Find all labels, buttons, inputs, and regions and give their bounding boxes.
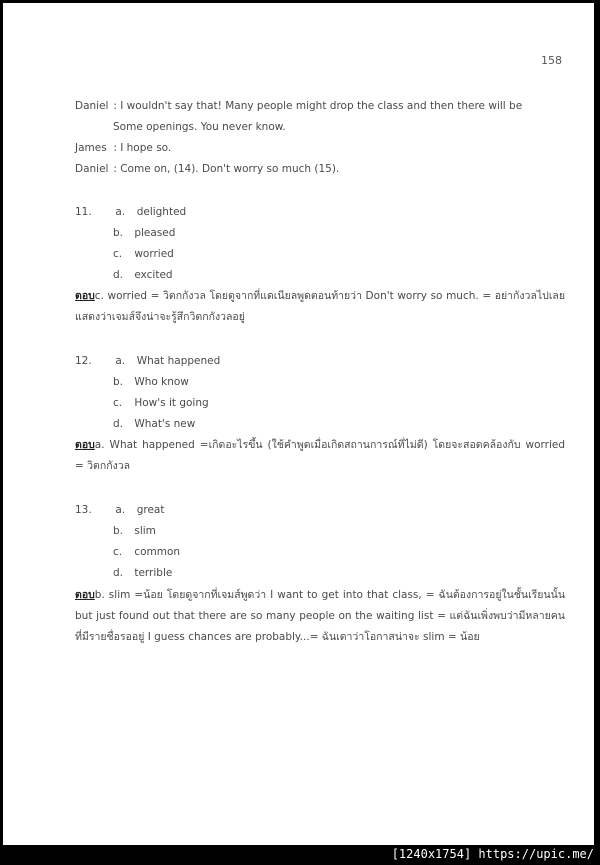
option-letter: b. [113, 525, 124, 537]
dialogue-line [113, 120, 286, 134]
option-letter: d. [113, 269, 124, 281]
option-text: How's it going [134, 397, 209, 409]
option-c [113, 545, 180, 559]
watermark-text: [1240x1754] https://upic.me/ [391, 847, 594, 861]
question-12 [75, 354, 220, 368]
option-b [113, 375, 189, 389]
question-number: 11. [75, 206, 92, 218]
option-text: slim [134, 525, 156, 537]
answer-label: ตอบ [75, 290, 95, 302]
option-text: pleased [134, 227, 176, 239]
answer-label: ตอบ [75, 589, 95, 601]
speaker-name: Daniel [75, 100, 109, 112]
option-letter: a. [115, 355, 126, 367]
dialogue-text: Some openings. You never know. [113, 121, 286, 133]
answer-explanation [75, 435, 565, 477]
option-d [113, 417, 195, 431]
option-text: Who know [134, 376, 189, 388]
dialogue-line [75, 99, 522, 113]
answer-text: c. worried = วิตกกังวล โดยดูจากที่แดเนียลพูดตอนท้ายว่า Don't worry so much. = อย่ากังวลไปเลย แสดงว่าเจมส์จึงน่าจะรู้สึกวิตกกังวลอยู่ [75, 290, 565, 323]
answer-explanation [75, 585, 565, 648]
speaker-name: James [75, 142, 107, 154]
option-text: What's new [134, 418, 196, 430]
option-letter: d. [113, 418, 124, 430]
option-c [113, 396, 209, 410]
option-d [113, 268, 173, 282]
option-d [113, 566, 172, 580]
question-11 [75, 205, 186, 219]
option-letter: c. [113, 546, 123, 558]
dialogue-line [75, 162, 339, 176]
option-c [113, 247, 174, 261]
option-b [113, 524, 156, 538]
option-letter: d. [113, 567, 124, 579]
option-text: delighted [136, 206, 187, 218]
option-text: What happened [136, 355, 221, 367]
speaker-name: Daniel [75, 163, 109, 175]
option-text: terrible [134, 567, 173, 579]
question-number: 12. [75, 355, 92, 367]
option-letter: a. [115, 504, 126, 516]
dialogue-line [75, 141, 171, 155]
dialogue-text: : Come on, (14). Don't worry so much (15). [113, 163, 340, 175]
answer-text: b. slim =น้อย โดยดูจากที่เจมส์พูดว่า I want to get into that class, = ฉันต้องการอยู่ในชั้นเรียนนั้น but just found out that there are so many people on the waiting list = แต่ฉันเพิ่งพบว่ามีหลายคนที่มีรายชื่อรออยู่ I guess chances are probably...= ฉันเดาว่าโอกาสน่าจะ slim = น้อย [75, 589, 565, 643]
option-letter: c. [113, 248, 123, 260]
answer-label: ตอบ [75, 439, 95, 451]
option-letter: b. [113, 227, 124, 239]
answer-text: a. What happened =เกิดอะไรขึ้น (ใช้คำพูดเมื่อเกิดสถานการณ์ที่ไม่ดี) โดยจะสอดคล้องกับ worried = วิตกกังวล [75, 439, 565, 472]
dialogue-text: : I wouldn't say that! Many people might drop the class and then there will be [113, 100, 523, 112]
option-text: excited [134, 269, 173, 281]
dialogue-text: : I hope so. [113, 142, 172, 154]
option-text: worried [134, 248, 174, 260]
answer-explanation [75, 286, 565, 328]
option-b [113, 226, 175, 240]
option-text: great [136, 504, 165, 516]
document-page [3, 3, 594, 845]
watermark-bar [0, 845, 600, 865]
question-number: 13. [75, 504, 92, 516]
option-letter: b. [113, 376, 124, 388]
option-letter: a. [115, 206, 126, 218]
option-text: common [134, 546, 181, 558]
page-number: 158 [541, 54, 562, 67]
question-13 [75, 503, 164, 517]
option-letter: c. [113, 397, 123, 409]
